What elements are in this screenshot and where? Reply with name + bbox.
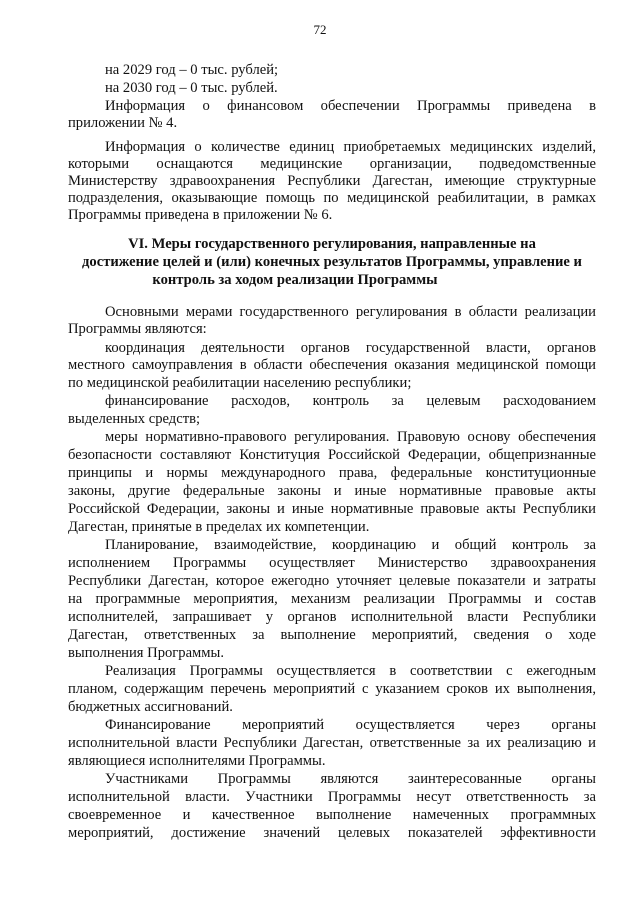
text-line: исполнителей, запрашивает у органов исполнительной власти Республики: [68, 609, 596, 625]
text-line: исполнительной власти. Участники Программы несут ответственность за: [68, 789, 596, 805]
text-line: принципы и нормы международного права, федеральные конституционные: [68, 465, 596, 481]
text-line: по медицинской реабилитации населению республики;: [68, 375, 412, 391]
text-line: являющиеся исполнителями Программы.: [68, 753, 326, 769]
text-line: финансирование расходов, контроль за целевым расходованием: [105, 393, 596, 409]
section-heading: достижение целей и (или) конечных результатов Программы, управление и: [82, 254, 582, 270]
text-line: мероприятий, достижение значений целевых показателей эффективности: [68, 825, 596, 841]
text-line: безопасности составляют Конституция Российской Федерации, общепризнанные: [68, 447, 596, 463]
text-line: Программы приведена в приложении № 6.: [68, 207, 333, 223]
text-line: Участниками Программы являются заинтересованные органы: [105, 771, 596, 787]
text-line: Республики Дагестан, которое ежегодно уточняет целевые показатели и затраты: [68, 573, 596, 589]
text-line: своевременное и качественное выполнение намеченных программных: [68, 807, 596, 823]
text-line: исполнением Программы осуществляет Министерство здравоохранения: [68, 555, 596, 571]
text-line: планом, содержащим перечень мероприятий с указанием сроков их выполнения,: [68, 681, 596, 697]
text-line: подразделения, оказывающие помощь по медицинской реабилитации, в рамках: [68, 190, 596, 206]
text-line: на программные мероприятия, механизм реализации Программы и состав: [68, 591, 596, 607]
text-line: Программы являются:: [68, 321, 207, 337]
text-line: Российской Федерации, законы и иные нормативные правовые акты Республики: [68, 501, 596, 517]
text-line: исполнительной власти Республики Дагестан, ответственные за их реализацию и: [68, 735, 596, 751]
text-line: меры нормативно-правового регулирования. Правовую основу обеспечения: [105, 429, 596, 445]
text-line: законы, другие федеральные законы и иные нормативные правовые акты: [68, 483, 596, 499]
text-line: на 2030 год – 0 тыс. рублей.: [105, 80, 278, 96]
text-line: выделенных средств;: [68, 411, 201, 427]
text-line: которыми оснащаются медицинские организации, подведомственные: [68, 156, 596, 172]
text-line: координация деятельности органов государственной власти, органов: [105, 340, 596, 356]
text-line: Финансирование мероприятий осуществляется через органы: [105, 717, 596, 733]
page-number: 72: [313, 22, 327, 37]
text-line: Дагестан, принятые в пределах их компетенции.: [68, 519, 370, 535]
text-line: Информация о количестве единиц приобретаемых медицинских изделий,: [105, 139, 596, 155]
text-line: Основными мерами государственного регулирования в области реализации: [105, 304, 596, 320]
text-line: Министерству здравоохранения Республики Дагестан, имеющие структурные: [68, 173, 596, 189]
text-line: Дагестан, ответственных за выполнение мероприятий, сведения о ходе: [68, 627, 596, 643]
text-line: бюджетных ассигнований.: [68, 699, 233, 715]
text-line: Планирование, взаимодействие, координацию и общий контроль за: [105, 537, 596, 553]
text-line: выполнения Программы.: [68, 645, 224, 661]
section-heading: контроль за ходом реализации Программы: [152, 272, 438, 288]
section-heading: VI. Меры государственного регулирования, направленные на: [128, 236, 536, 252]
text-line: Реализация Программы осуществляется в соответствии с ежегодным: [105, 663, 596, 679]
text-line: Информация о финансовом обеспечении Программы приведена в: [105, 98, 596, 114]
text-line: местного самоуправления в области обеспечения оказания медицинской помощи: [68, 357, 596, 373]
text-line: на 2029 год – 0 тыс. рублей;: [105, 62, 279, 78]
text-line: приложении № 4.: [68, 115, 178, 131]
